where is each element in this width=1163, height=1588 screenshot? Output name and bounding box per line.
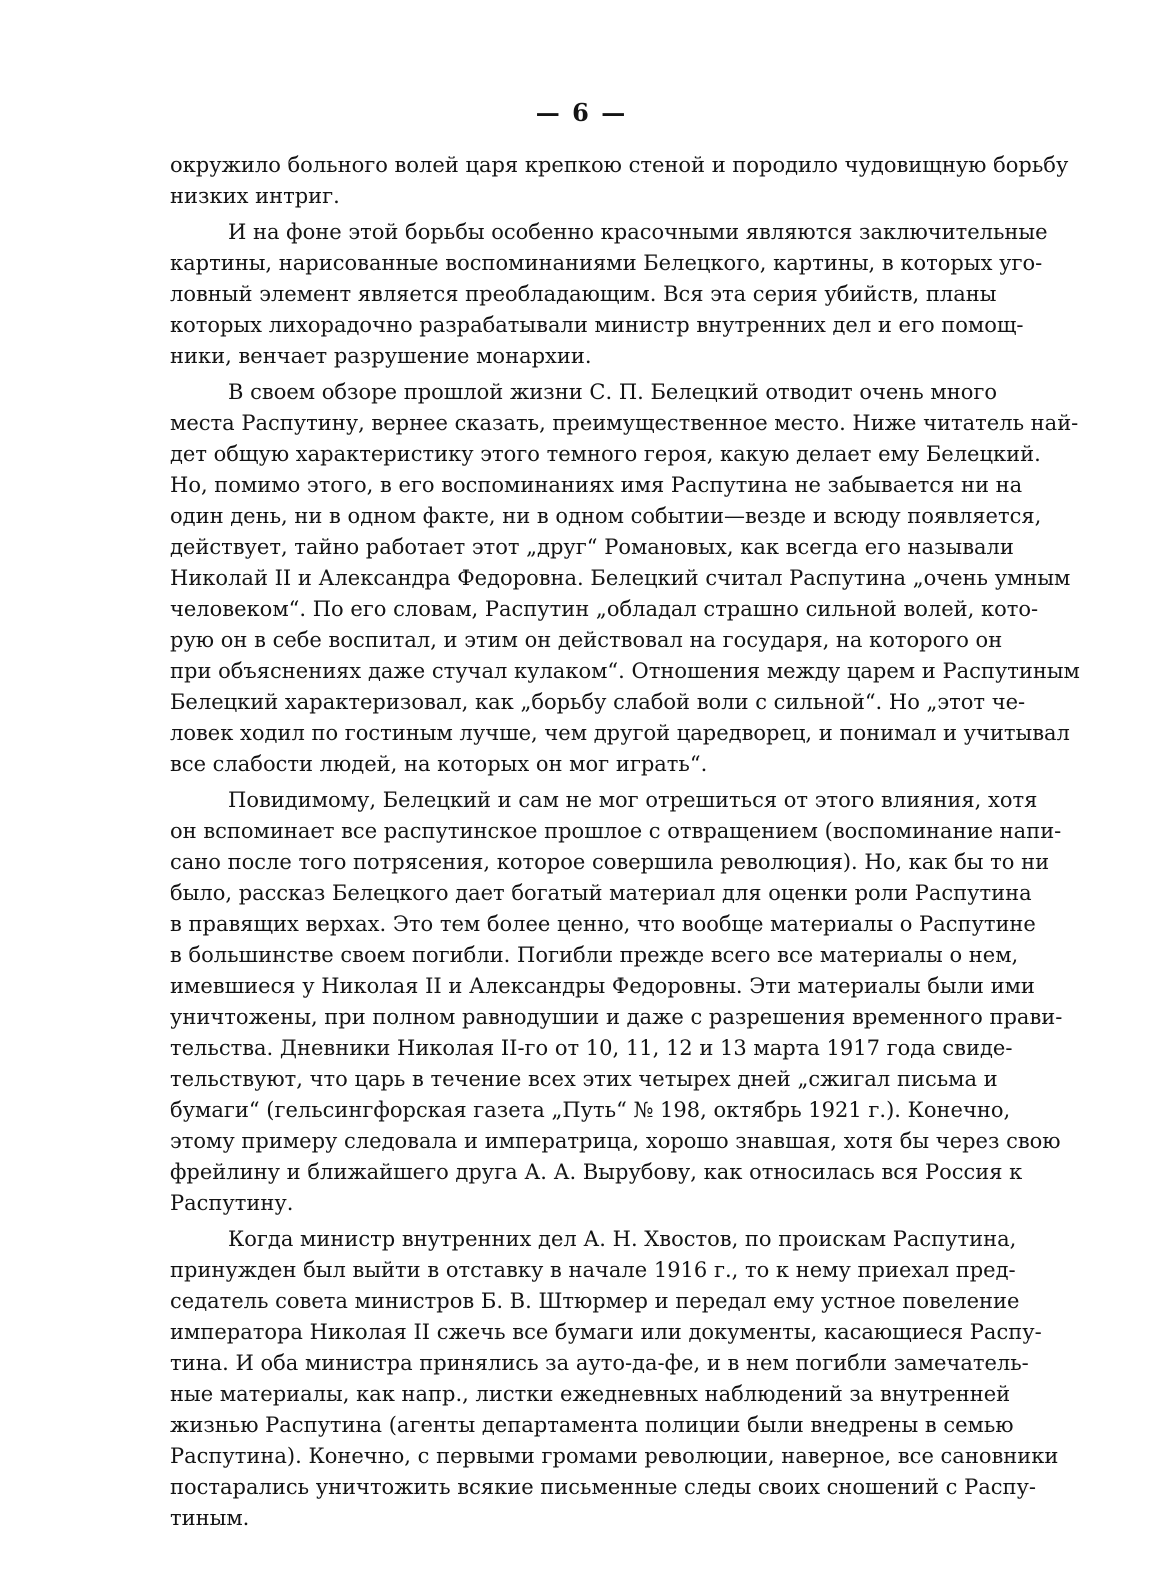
text-line: окружило больного волей царя крепкою стеной и породило чудовищную борьбу (170, 153, 1069, 177)
text-line: этому примеру следовала и императрица, хорошо знавшая, хотя бы через свою (170, 1129, 1061, 1153)
text-line: было, рассказ Белецкого дает богатый материал для оценки роли Распутина (170, 881, 1032, 905)
text-line: Белецкий характеризовал, как „борьбу слабой воли с сильной“. Но „этот че- (170, 690, 1026, 714)
text-line: рую он в себе воспитал, и этим он действовал на государя, на которого он (170, 628, 1003, 652)
text-line: места Распутину, вернее сказать, преимущественное место. Ниже читатель най- (170, 411, 1079, 435)
paragraph (170, 785, 1063, 1219)
text-line: низких интриг. (170, 184, 340, 208)
paragraph (170, 1224, 1059, 1534)
text-line: человеком“. По его словам, Распутин „обладал страшно сильной волей, кото- (170, 597, 1039, 621)
text-line: он вспоминает все распутинское прошлое с отвращением (воспоминание напи- (170, 819, 1062, 843)
text-line: в большинстве своем погибли. Погибли прежде всего все материалы о нем, (170, 943, 1019, 967)
text-line: постарались уничтожить всякие письменные следы своих сношений с Распу- (170, 1475, 1036, 1499)
text-line: Распутина). Конечно, с первыми громами революции, наверное, все сановники (170, 1444, 1059, 1468)
text-line: Но, помимо этого, в его воспоминаниях имя Распутина не забывается ни на (170, 473, 1023, 497)
text-line: Николай II и Александра Федоровна. Белецкий считал Распутина „очень умным (170, 566, 1071, 590)
text-line: при объяснениях даже стучал кулаком“. Отношения между царем и Распутиным (170, 659, 1080, 683)
text-line: имевшиеся у Николая II и Александры Федоровны. Эти материалы были ими (170, 974, 1035, 998)
text-line: сано после того потрясения, которое совершила революция). Но, как бы то ни (170, 850, 1050, 874)
text-line: картины, нарисованные воспоминаниями Белецкого, картины, в которых уго- (170, 251, 1043, 275)
text-line: седатель совета министров Б. В. Штюрмер и передал ему устное повеление (170, 1289, 1020, 1313)
text-line: в правящих верхах. Это тем более ценно, что вообще материалы о Распутине (170, 912, 1036, 936)
text-line: все слабости людей, на которых он мог играть“. (170, 752, 708, 776)
text-line: бумаги“ (гельсингфорская газета „Путь“ № 198, октябрь 1921 г.). Конечно, (170, 1098, 1011, 1122)
text-line: один день, ни в одном факте, ни в одном событии—везде и всюду появляется, (170, 504, 1042, 528)
text-line: Распутину. (170, 1191, 294, 1215)
text-line: тиным. (170, 1506, 250, 1530)
paragraph (170, 150, 1069, 212)
paragraph (170, 217, 1048, 372)
text-line: ники, венчает разрушение монархии. (170, 344, 592, 368)
text-line: которых лихорадочно разрабатывали министр внутренних дел и его помощ- (170, 313, 1024, 337)
text-line: тина. И оба министра принялись за ауто-да-фе, и в нем погибли замечатель- (170, 1351, 1029, 1375)
text-line: Когда министр внутренних дел А. Н. Хвостов, по проискам Распутина, (228, 1227, 1017, 1251)
text-line: Повидимому, Белецкий и сам не мог отрешиться от этого влияния, хотя (228, 788, 1038, 812)
text-line: ловек ходил по гостиным лучше, чем другой царедворец, и понимал и учитывал (170, 721, 1070, 745)
text-line: уничтожены, при полном равнодушии и даже с разрешения временного прави- (170, 1005, 1063, 1029)
page-number: — 6 — (535, 98, 628, 127)
text-line: ловный элемент является преобладающим. Вся эта серия убийств, планы (170, 282, 997, 306)
text-line: фрейлину и ближайшего друга А. А. Вырубову, как относилась вся Россия к (170, 1160, 1023, 1184)
paragraph (170, 377, 1080, 780)
text-line: императора Николая II сжечь все бумаги или документы, касающиеся Распу- (170, 1320, 1042, 1344)
text-line: И на фоне этой борьбы особенно красочными являются заключительные (228, 220, 1048, 244)
text-line: дет общую характеристику этого темного героя, какую делает ему Белецкий. (170, 442, 1041, 466)
text-line: жизнью Распутина (агенты департамента полиции были внедрены в семью (170, 1413, 1014, 1437)
body-text (170, 150, 1080, 1539)
text-line: тельствуют, что царь в течение всех этих четырех дней „сжигал письма и (170, 1067, 998, 1091)
text-line: В своем обзоре прошлой жизни С. П. Белецкий отводит очень много (228, 380, 998, 404)
text-line: действует, тайно работает этот „друг“ Романовых, как всегда его называли (170, 535, 1014, 559)
text-line: ные материалы, как напр., листки ежедневных наблюдений за внутренней (170, 1382, 1011, 1406)
text-line: принужден был выйти в отставку в начале 1916 г., то к нему приехал пред- (170, 1258, 1016, 1282)
text-line: тельства. Дневники Николая II-го от 10, 11, 12 и 13 марта 1917 года свиде- (170, 1036, 1013, 1060)
